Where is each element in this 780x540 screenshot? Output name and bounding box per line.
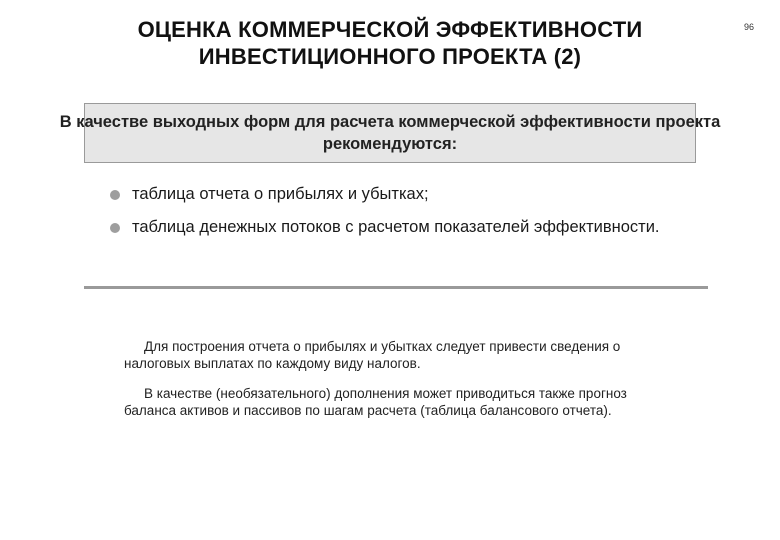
slide-title	[60, 16, 720, 70]
note-text: Для построения отчета о прибылях и убытках следует привести сведения о налоговых выплатах по каждому виду налогов.	[124, 339, 621, 371]
bullet-dot-icon	[110, 190, 120, 200]
bullet-item	[110, 183, 660, 206]
note-paragraph	[124, 385, 664, 419]
callout-line-1: В качестве выходных форм для расчета коммерческой эффективности проекта	[59, 113, 721, 131]
bullet-list	[110, 183, 660, 249]
note-text: В качестве (необязательного) дополнения может приводиться также прогноз баланса активов и пассивов по шагам расчета (таблица балансового отчета).	[124, 386, 627, 418]
note-paragraph	[124, 338, 664, 372]
callout-line-2: рекомендуются:	[322, 135, 458, 153]
section-divider	[84, 286, 708, 289]
callout-text	[14, 111, 766, 155]
bullet-dot-icon	[110, 223, 120, 233]
bullet-text: таблица денежных потоков с расчетом показателей эффективности.	[132, 218, 660, 236]
bullet-text: таблица отчета о прибылях и убытках;	[132, 185, 429, 203]
slide-title-line-2: ИНВЕСТИЦИОННОГО ПРОЕКТА (2)	[198, 44, 582, 69]
slide-number: 96	[744, 22, 755, 32]
bullet-item	[110, 216, 660, 239]
slide-title-line-1: ОЦЕНКА КОММЕРЧЕСКОЙ ЭФФЕКТИВНОСТИ	[137, 17, 643, 42]
